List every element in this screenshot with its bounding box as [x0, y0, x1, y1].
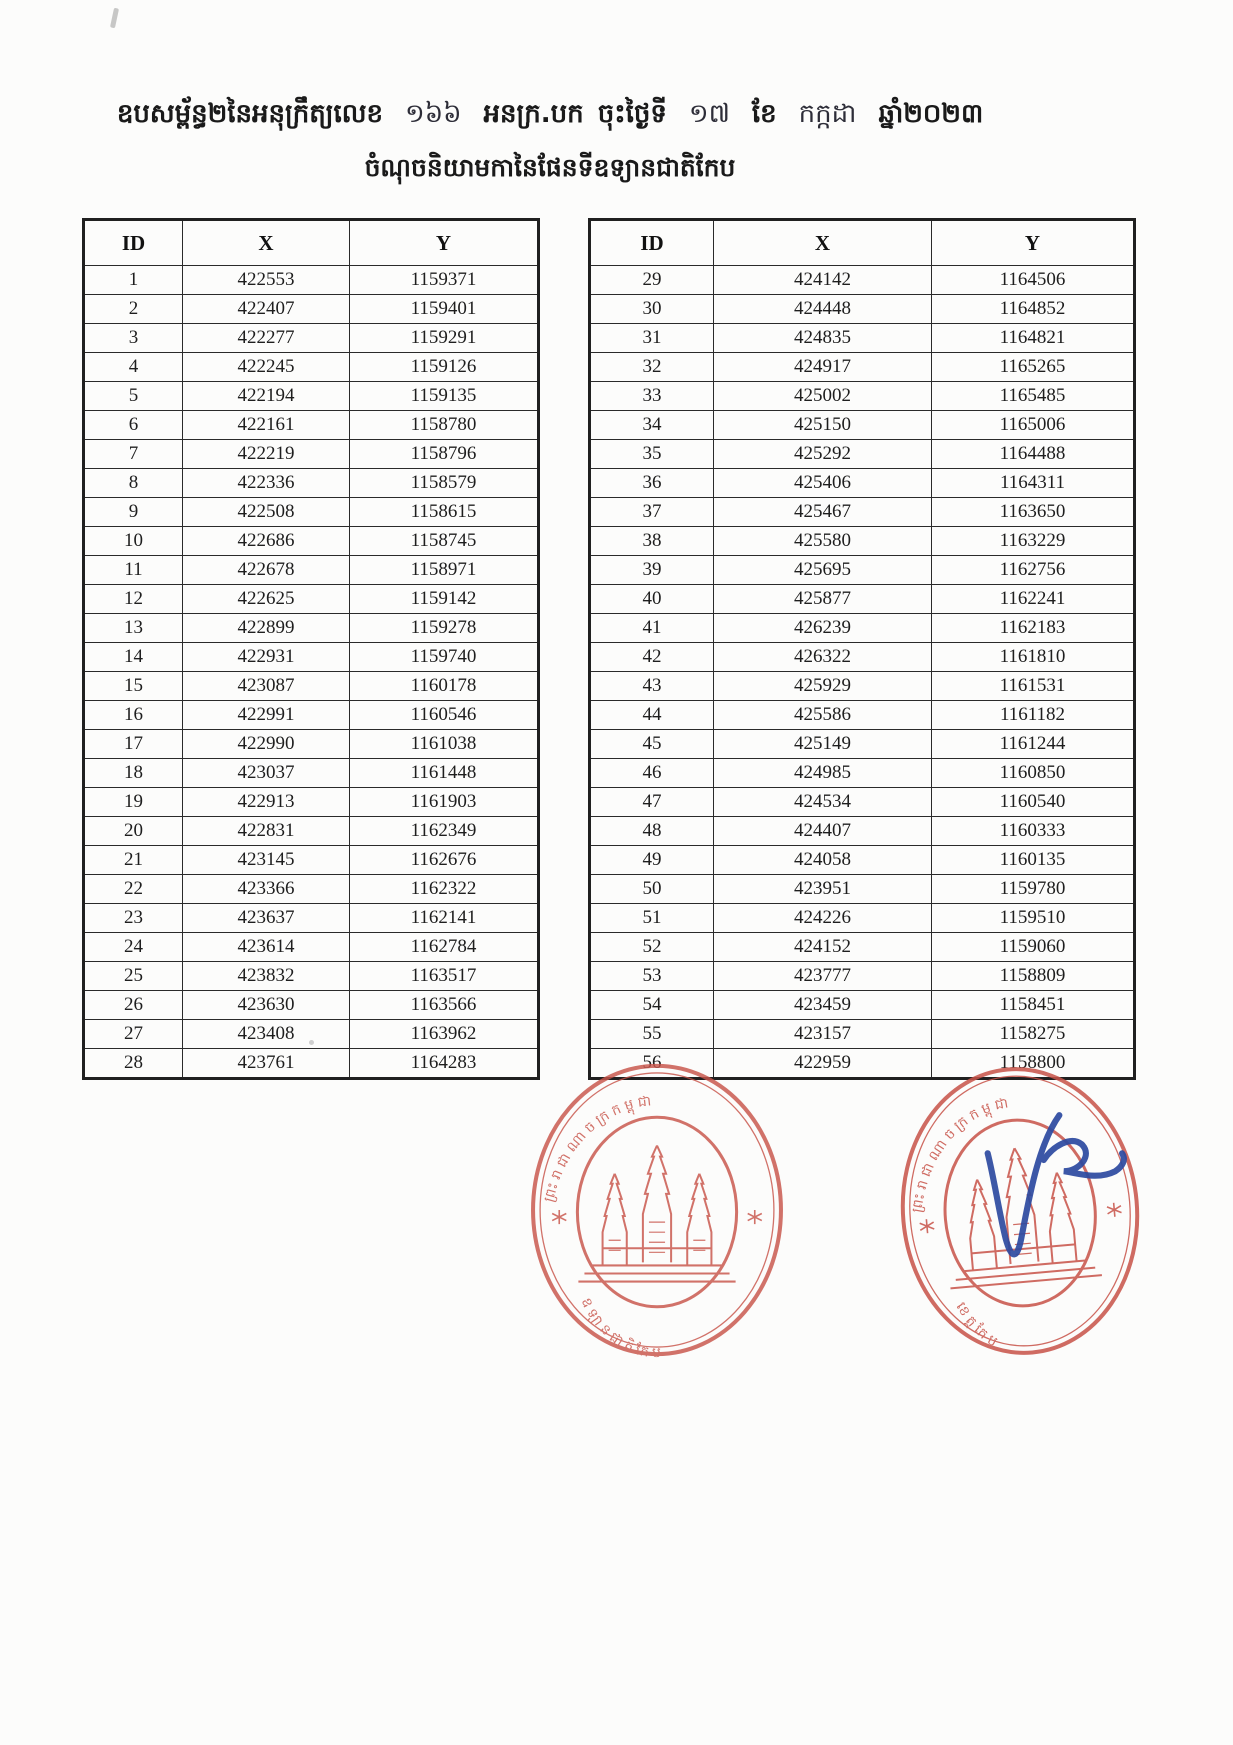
signature-icon — [972, 1104, 1140, 1283]
cell: 1158780 — [350, 411, 539, 440]
table-row — [84, 295, 539, 324]
cell: 11 — [84, 556, 183, 585]
cell: 55 — [590, 1020, 714, 1049]
cell: 52 — [590, 933, 714, 962]
cell: 15 — [84, 672, 183, 701]
cell: 422913 — [183, 788, 350, 817]
cell: 43 — [590, 672, 714, 701]
cell: 1164488 — [932, 440, 1135, 469]
cell: 1163962 — [350, 1020, 539, 1049]
cell: 425467 — [714, 498, 932, 527]
cell: 17 — [84, 730, 183, 759]
cell: 27 — [84, 1020, 183, 1049]
cell: 1163650 — [932, 498, 1135, 527]
cell: 1162784 — [350, 933, 539, 962]
cell: 1161448 — [350, 759, 539, 788]
table-row — [590, 962, 1135, 991]
cell: 423951 — [714, 875, 932, 904]
table-row — [84, 1049, 539, 1079]
cell: 424142 — [714, 266, 932, 295]
cell: 1163566 — [350, 991, 539, 1020]
table-row — [84, 643, 539, 672]
cell: 42 — [590, 643, 714, 672]
cell: 24 — [84, 933, 183, 962]
table-row — [84, 353, 539, 382]
cell: 1159371 — [350, 266, 539, 295]
table-row — [84, 527, 539, 556]
cell: 1159780 — [932, 875, 1135, 904]
cell: 1159510 — [932, 904, 1135, 933]
cell: 1158809 — [932, 962, 1135, 991]
title-segment: ឆ្នាំ២០២៣ — [878, 99, 984, 129]
table-row — [84, 614, 539, 643]
cell: 422990 — [183, 730, 350, 759]
cell: 32 — [590, 353, 714, 382]
cell: 423145 — [183, 846, 350, 875]
cell: 1158615 — [350, 498, 539, 527]
cell: 39 — [590, 556, 714, 585]
cell: 424917 — [714, 353, 932, 382]
cell: 54 — [590, 991, 714, 1020]
cell: 423832 — [183, 962, 350, 991]
table-row — [590, 672, 1135, 701]
cell: 1163517 — [350, 962, 539, 991]
cell: 424226 — [714, 904, 932, 933]
seal-ring-text-top: ព្រះរាជាណាចក្រកម្ពុជា — [909, 1094, 1014, 1214]
cell: 422508 — [183, 498, 350, 527]
cell: 1158971 — [350, 556, 539, 585]
cell: 426239 — [714, 614, 932, 643]
cell: 1158275 — [932, 1020, 1135, 1049]
title-segment: កក្កដា — [798, 99, 857, 129]
cell: 426322 — [714, 643, 932, 672]
cell: 1158800 — [932, 1049, 1135, 1079]
cell: 423157 — [714, 1020, 932, 1049]
cell: 33 — [590, 382, 714, 411]
cell: 26 — [84, 991, 183, 1020]
cell: 1 — [84, 266, 183, 295]
cell: 423087 — [183, 672, 350, 701]
table-row — [590, 324, 1135, 353]
cell: 20 — [84, 817, 183, 846]
table-row — [590, 614, 1135, 643]
cell: 10 — [84, 527, 183, 556]
cell: 13 — [84, 614, 183, 643]
table-row — [84, 962, 539, 991]
table-row — [84, 382, 539, 411]
table-row — [590, 701, 1135, 730]
column-header: ID — [84, 220, 183, 266]
cell: 3 — [84, 324, 183, 353]
cell: 1164506 — [932, 266, 1135, 295]
table-row — [84, 701, 539, 730]
title-segment: អនក្រ.បក — [483, 99, 584, 129]
cell: 56 — [590, 1049, 714, 1079]
cell: 1164821 — [932, 324, 1135, 353]
red-seal-stamp-left — [528, 1060, 786, 1360]
cell: 424985 — [714, 759, 932, 788]
table-row — [84, 556, 539, 585]
title-segment: ខែ — [751, 99, 777, 129]
cell: 422899 — [183, 614, 350, 643]
cell: 424407 — [714, 817, 932, 846]
cell: 1165265 — [932, 353, 1135, 382]
cell: 35 — [590, 440, 714, 469]
table-row — [590, 817, 1135, 846]
cell: 423637 — [183, 904, 350, 933]
cell: 1165485 — [932, 382, 1135, 411]
title-line-1 — [0, 97, 1100, 135]
cell: 422161 — [183, 411, 350, 440]
cell: 425292 — [714, 440, 932, 469]
cell: 423366 — [183, 875, 350, 904]
cell: 1165006 — [932, 411, 1135, 440]
column-header: X — [183, 220, 350, 266]
table-row — [84, 933, 539, 962]
cell: 1159740 — [350, 643, 539, 672]
table-row — [590, 643, 1135, 672]
cell: 425929 — [714, 672, 932, 701]
coordinates-table-left — [82, 218, 540, 1080]
cell: 422277 — [183, 324, 350, 353]
cell: 425002 — [714, 382, 932, 411]
cell: 1161244 — [932, 730, 1135, 759]
table-row — [590, 933, 1135, 962]
cell: 2 — [84, 295, 183, 324]
cell: 425150 — [714, 411, 932, 440]
cell: 1162322 — [350, 875, 539, 904]
cell: 422831 — [183, 817, 350, 846]
cell: 46 — [590, 759, 714, 788]
svg-text:ឧទ្យានជាតិកែប — [578, 1295, 666, 1360]
cell: 50 — [590, 875, 714, 904]
table-row — [84, 498, 539, 527]
cell: 9 — [84, 498, 183, 527]
column-header: Y — [350, 220, 539, 266]
cell: 1162241 — [932, 585, 1135, 614]
cell: 19 — [84, 788, 183, 817]
title-segment: ឧបសម្ព័ន្ធ២នៃអនុក្រឹត្យលេខ — [116, 99, 384, 129]
cell: 49 — [590, 846, 714, 875]
table-row — [84, 324, 539, 353]
cell: 1164852 — [932, 295, 1135, 324]
cell: 1160135 — [932, 846, 1135, 875]
cell: 25 — [84, 962, 183, 991]
cell: 41 — [590, 614, 714, 643]
cell: 51 — [590, 904, 714, 933]
table-row — [84, 266, 539, 295]
table-row — [84, 672, 539, 701]
table-row — [84, 730, 539, 759]
cell: 12 — [84, 585, 183, 614]
cell: 1158745 — [350, 527, 539, 556]
cell: 18 — [84, 759, 183, 788]
cell: 4 — [84, 353, 183, 382]
table-row — [84, 469, 539, 498]
table-row — [590, 469, 1135, 498]
cell: 16 — [84, 701, 183, 730]
angkor-seal-icon — [528, 1060, 786, 1360]
cell: 53 — [590, 962, 714, 991]
cell: 425695 — [714, 556, 932, 585]
cell: 47 — [590, 788, 714, 817]
cell: 8 — [84, 469, 183, 498]
table-row — [590, 556, 1135, 585]
cell: 422219 — [183, 440, 350, 469]
svg-text:ខេត្តកែប — [952, 1297, 1005, 1356]
document-title — [0, 0, 1100, 210]
coordinates-table-right — [588, 218, 1136, 1080]
cell: 1164283 — [350, 1049, 539, 1079]
cell: 422991 — [183, 701, 350, 730]
cell: 22 — [84, 875, 183, 904]
table-row — [590, 730, 1135, 759]
cell: 422336 — [183, 469, 350, 498]
cell: 422678 — [183, 556, 350, 585]
column-header: Y — [932, 220, 1135, 266]
cell: 6 — [84, 411, 183, 440]
cell: 423761 — [183, 1049, 350, 1079]
table-row — [590, 1020, 1135, 1049]
cell: 425580 — [714, 527, 932, 556]
cell: 1160178 — [350, 672, 539, 701]
table-row — [84, 817, 539, 846]
cell: 1159126 — [350, 353, 539, 382]
table-row — [84, 991, 539, 1020]
table-row — [590, 411, 1135, 440]
cell: 422407 — [183, 295, 350, 324]
cell: 1159135 — [350, 382, 539, 411]
seal-ring-text-top: ព្រះរាជាណាចក្រកម្ពុជា — [541, 1092, 657, 1204]
cell: 1159060 — [932, 933, 1135, 962]
cell: 1162141 — [350, 904, 539, 933]
cell: 1158796 — [350, 440, 539, 469]
cell: 1159278 — [350, 614, 539, 643]
cell: 423614 — [183, 933, 350, 962]
cell: 422194 — [183, 382, 350, 411]
cell: 424152 — [714, 933, 932, 962]
cell: 1162349 — [350, 817, 539, 846]
table-row — [84, 585, 539, 614]
cell: 40 — [590, 585, 714, 614]
column-header: X — [714, 220, 932, 266]
column-header: ID — [590, 220, 714, 266]
cell: 45 — [590, 730, 714, 759]
cell: 425877 — [714, 585, 932, 614]
cell: 423459 — [714, 991, 932, 1020]
cell: 1160540 — [932, 788, 1135, 817]
table-row — [84, 875, 539, 904]
cell: 1161810 — [932, 643, 1135, 672]
cell: 44 — [590, 701, 714, 730]
cell: 422959 — [714, 1049, 932, 1079]
table-row — [590, 904, 1135, 933]
table-row — [590, 991, 1135, 1020]
cell: 30 — [590, 295, 714, 324]
cell: 34 — [590, 411, 714, 440]
cell: 1159142 — [350, 585, 539, 614]
table-row — [590, 527, 1135, 556]
cell: 14 — [84, 643, 183, 672]
cell: 1161531 — [932, 672, 1135, 701]
cell: 425149 — [714, 730, 932, 759]
cell: 29 — [590, 266, 714, 295]
cell: 425586 — [714, 701, 932, 730]
seal-ring-text-bottom: ខេត្តកែប — [952, 1299, 1004, 1353]
cell: 424835 — [714, 324, 932, 353]
cell: 423408 — [183, 1020, 350, 1049]
signature-ink — [972, 1104, 1140, 1280]
table-row — [84, 788, 539, 817]
cell: 425406 — [714, 469, 932, 498]
table-row — [590, 353, 1135, 382]
cell: 1161903 — [350, 788, 539, 817]
cell: 1162183 — [932, 614, 1135, 643]
cell: 422245 — [183, 353, 350, 382]
table-row — [590, 846, 1135, 875]
cell: 23 — [84, 904, 183, 933]
cell: 1160850 — [932, 759, 1135, 788]
table-row — [590, 382, 1135, 411]
cell: 36 — [590, 469, 714, 498]
table-row — [84, 904, 539, 933]
cell: 423777 — [714, 962, 932, 991]
cell: 21 — [84, 846, 183, 875]
cell: 424448 — [714, 295, 932, 324]
cell: 1164311 — [932, 469, 1135, 498]
cell: 1159291 — [350, 324, 539, 353]
cell: 1160546 — [350, 701, 539, 730]
title-segment: ១៧ — [688, 99, 730, 129]
cell: 423630 — [183, 991, 350, 1020]
table-row — [590, 788, 1135, 817]
cell: 423037 — [183, 759, 350, 788]
cell: 28 — [84, 1049, 183, 1079]
cell: 7 — [84, 440, 183, 469]
title-line-2: ចំណុចនិយាមកានៃផែនទីឧទ្យានជាតិកែប — [364, 153, 736, 182]
cell: 37 — [590, 498, 714, 527]
cell: 1161182 — [932, 701, 1135, 730]
table-row — [590, 295, 1135, 324]
table-row — [590, 266, 1135, 295]
cell: 424534 — [714, 788, 932, 817]
cell: 31 — [590, 324, 714, 353]
table-row — [590, 759, 1135, 788]
table-row — [84, 846, 539, 875]
title-segment: ចុះថ្ងៃទី — [597, 99, 667, 129]
cell: 1158451 — [932, 991, 1135, 1020]
table-row — [590, 875, 1135, 904]
cell: 422625 — [183, 585, 350, 614]
cell: 424058 — [714, 846, 932, 875]
table-row — [84, 1020, 539, 1049]
cell: 422686 — [183, 527, 350, 556]
cell: 1161038 — [350, 730, 539, 759]
cell: 1162756 — [932, 556, 1135, 585]
table-row — [590, 585, 1135, 614]
cell: 1162676 — [350, 846, 539, 875]
cell: 1158579 — [350, 469, 539, 498]
table-row — [84, 411, 539, 440]
cell: 422553 — [183, 266, 350, 295]
table-row — [84, 759, 539, 788]
cell: 48 — [590, 817, 714, 846]
cell: 1163229 — [932, 527, 1135, 556]
cell: 1159401 — [350, 295, 539, 324]
cell: 422931 — [183, 643, 350, 672]
cell: 1160333 — [932, 817, 1135, 846]
seal-ring-text-bottom: ឧទ្យានជាតិកែប — [577, 1295, 666, 1360]
cell: 5 — [84, 382, 183, 411]
table-row — [84, 440, 539, 469]
cell: 38 — [590, 527, 714, 556]
table-row — [590, 440, 1135, 469]
table-row — [590, 498, 1135, 527]
temple-icon — [578, 1146, 735, 1282]
title-segment: ១៦៦ — [405, 99, 462, 129]
